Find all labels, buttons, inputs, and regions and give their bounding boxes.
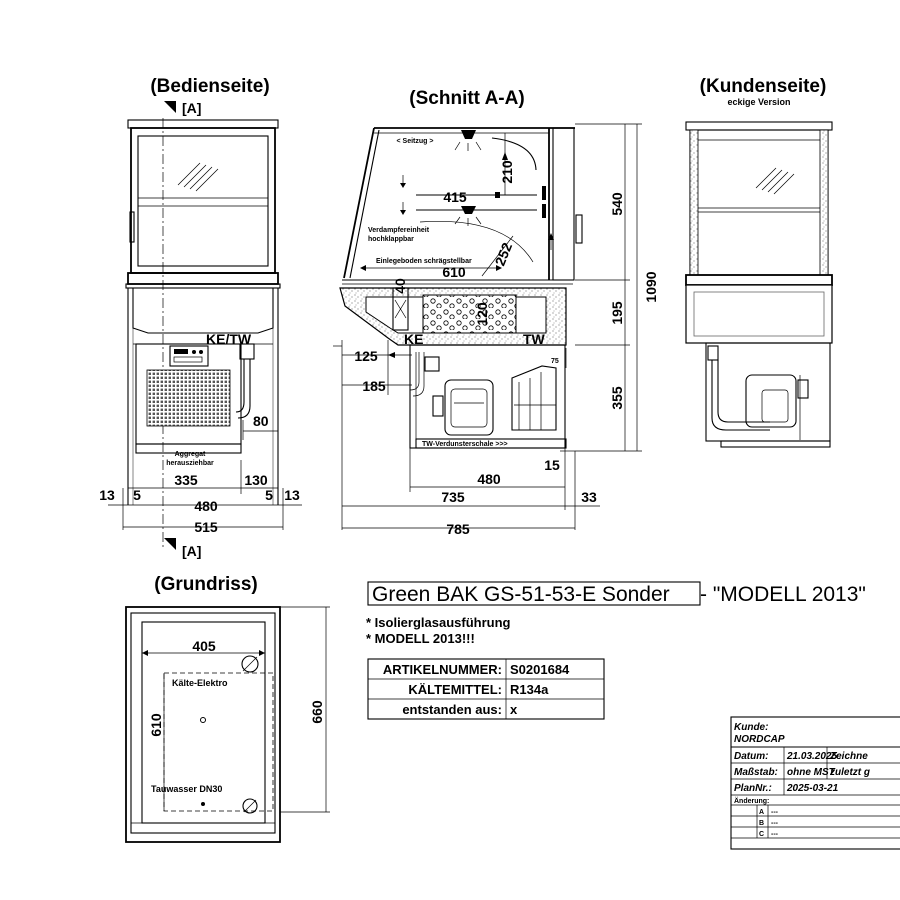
- row-label-kaeltemittel: KÄLTEMITTEL:: [408, 682, 502, 697]
- dim-540: 540: [609, 192, 625, 216]
- dim-13-right: 13: [284, 487, 300, 503]
- dim-660: 660: [309, 700, 325, 724]
- tb-plannr-label: PlanNr.:: [734, 783, 772, 794]
- operator-view: [99, 100, 302, 559]
- dim-120: 120: [474, 302, 490, 326]
- dim-210: 210: [499, 160, 515, 184]
- tb-datum-value: 21.03.2025: [787, 751, 838, 762]
- dim-335: 335: [174, 472, 198, 488]
- tb-aenderung-label: Änderung:: [734, 798, 770, 805]
- row-label-entstanden: entstanden aus:: [402, 702, 502, 717]
- dim-13-left: 13: [99, 487, 115, 503]
- tb-kunde-label: Kunde:: [734, 722, 769, 733]
- ke-tw-label: KE/TW: [206, 331, 252, 347]
- label-tw: TW: [523, 331, 545, 347]
- aggregate-note-line2: herausziehbar: [166, 460, 214, 467]
- aggregate-note-line1: Aggregat: [174, 451, 206, 458]
- model-title-block: [366, 582, 866, 646]
- tb-zeichner-label: Zeichne: [830, 751, 868, 762]
- dim-40: 40: [392, 278, 408, 294]
- label-kaelte-elektro: Kälte-Elektro: [172, 678, 228, 688]
- section-marker-bottom: [A]: [182, 543, 202, 559]
- tb-rev-c-letter: C: [759, 831, 765, 838]
- dim-355: 355: [609, 386, 625, 410]
- section-marker-top: [A]: [182, 100, 202, 116]
- customer-view-title: (Kundenseite): [699, 76, 827, 97]
- section-view-title: (Schnitt A-A): [409, 88, 525, 109]
- tb-zuletzt-label: zuletzt g: [830, 767, 870, 778]
- tb-plannr-value: 2025-03-21: [787, 783, 839, 794]
- section-view: [333, 124, 659, 537]
- dim-185: 185: [362, 378, 386, 394]
- dim-5-left: 5: [133, 487, 141, 503]
- row-label-artikelnummer: ARTIKELNUMMER:: [382, 662, 502, 677]
- label-tauwasser: Tauwasser DN30: [151, 784, 223, 794]
- tb-rev-c-value: ---: [771, 831, 778, 838]
- plan-view: [126, 607, 330, 842]
- plan-view-title: (Grundriss): [154, 574, 258, 595]
- dim-5-right: 5: [265, 487, 273, 503]
- dim-1090: 1090: [643, 271, 659, 303]
- row-value-kaeltemittel: R134a: [510, 682, 549, 697]
- dim-75: 75: [551, 358, 559, 365]
- section-arrow-bottom-icon: [164, 538, 176, 550]
- customer-view-subtitle: eckige Version: [727, 97, 791, 107]
- label-verdampfer-line1: Verdampfereinheit: [368, 227, 430, 234]
- dim-415: 415: [443, 189, 467, 205]
- label-einlegeboden: Einlegeboden schrägstellbar: [376, 258, 472, 265]
- model-name: Green BAK GS-51-53-E Sonder: [372, 583, 670, 606]
- label-verdunsterschale: TW-Verdunsterschale >>>: [422, 441, 508, 448]
- bullet-1: * Isolierglasausführung: [366, 615, 511, 630]
- dim-515: 515: [194, 519, 218, 535]
- bullet-2: * MODELL 2013!!!: [366, 631, 475, 646]
- tb-massstab-value: ohne MST: [787, 767, 835, 778]
- section-arrow-top-icon: [164, 101, 176, 113]
- tb-rev-a-value: ---: [771, 809, 778, 816]
- tb-rev-b-letter: B: [759, 820, 765, 827]
- dim-80: 80: [253, 413, 269, 429]
- dim-33: 33: [581, 489, 597, 505]
- dim-15: 15: [544, 457, 560, 473]
- tb-rev-b-value: ---: [771, 820, 778, 827]
- dim-610-section: 610: [442, 264, 466, 280]
- dim-480-section: 480: [477, 471, 501, 487]
- article-table: [368, 659, 604, 719]
- dim-735: 735: [441, 489, 465, 505]
- tb-datum-label: Datum:: [734, 751, 769, 762]
- dim-125: 125: [354, 348, 378, 364]
- label-seitzug: < Seitzug >: [396, 138, 434, 145]
- row-value-artikelnummer: S0201684: [510, 662, 570, 677]
- dim-405: 405: [192, 638, 216, 654]
- dim-130: 130: [244, 472, 268, 488]
- operator-view-title: (Bedienseite): [150, 76, 270, 97]
- tb-kunde-value: NORDCAP: [734, 734, 785, 745]
- title-block: [731, 717, 900, 849]
- customer-view: [686, 122, 832, 447]
- dim-480-operator: 480: [194, 498, 218, 514]
- row-value-entstanden: x: [510, 702, 518, 717]
- label-verdampfer-line2: hochklappbar: [368, 236, 414, 243]
- dim-252: 252: [491, 240, 516, 268]
- label-ke: KE: [404, 331, 424, 347]
- dim-785: 785: [446, 521, 470, 537]
- dim-610-plan: 610: [148, 713, 164, 737]
- dim-195: 195: [609, 301, 625, 325]
- tb-rev-a-letter: A: [759, 809, 765, 816]
- model-suffix: - "MODELL 2013": [700, 583, 866, 606]
- tb-massstab-label: Maßstab:: [734, 767, 778, 778]
